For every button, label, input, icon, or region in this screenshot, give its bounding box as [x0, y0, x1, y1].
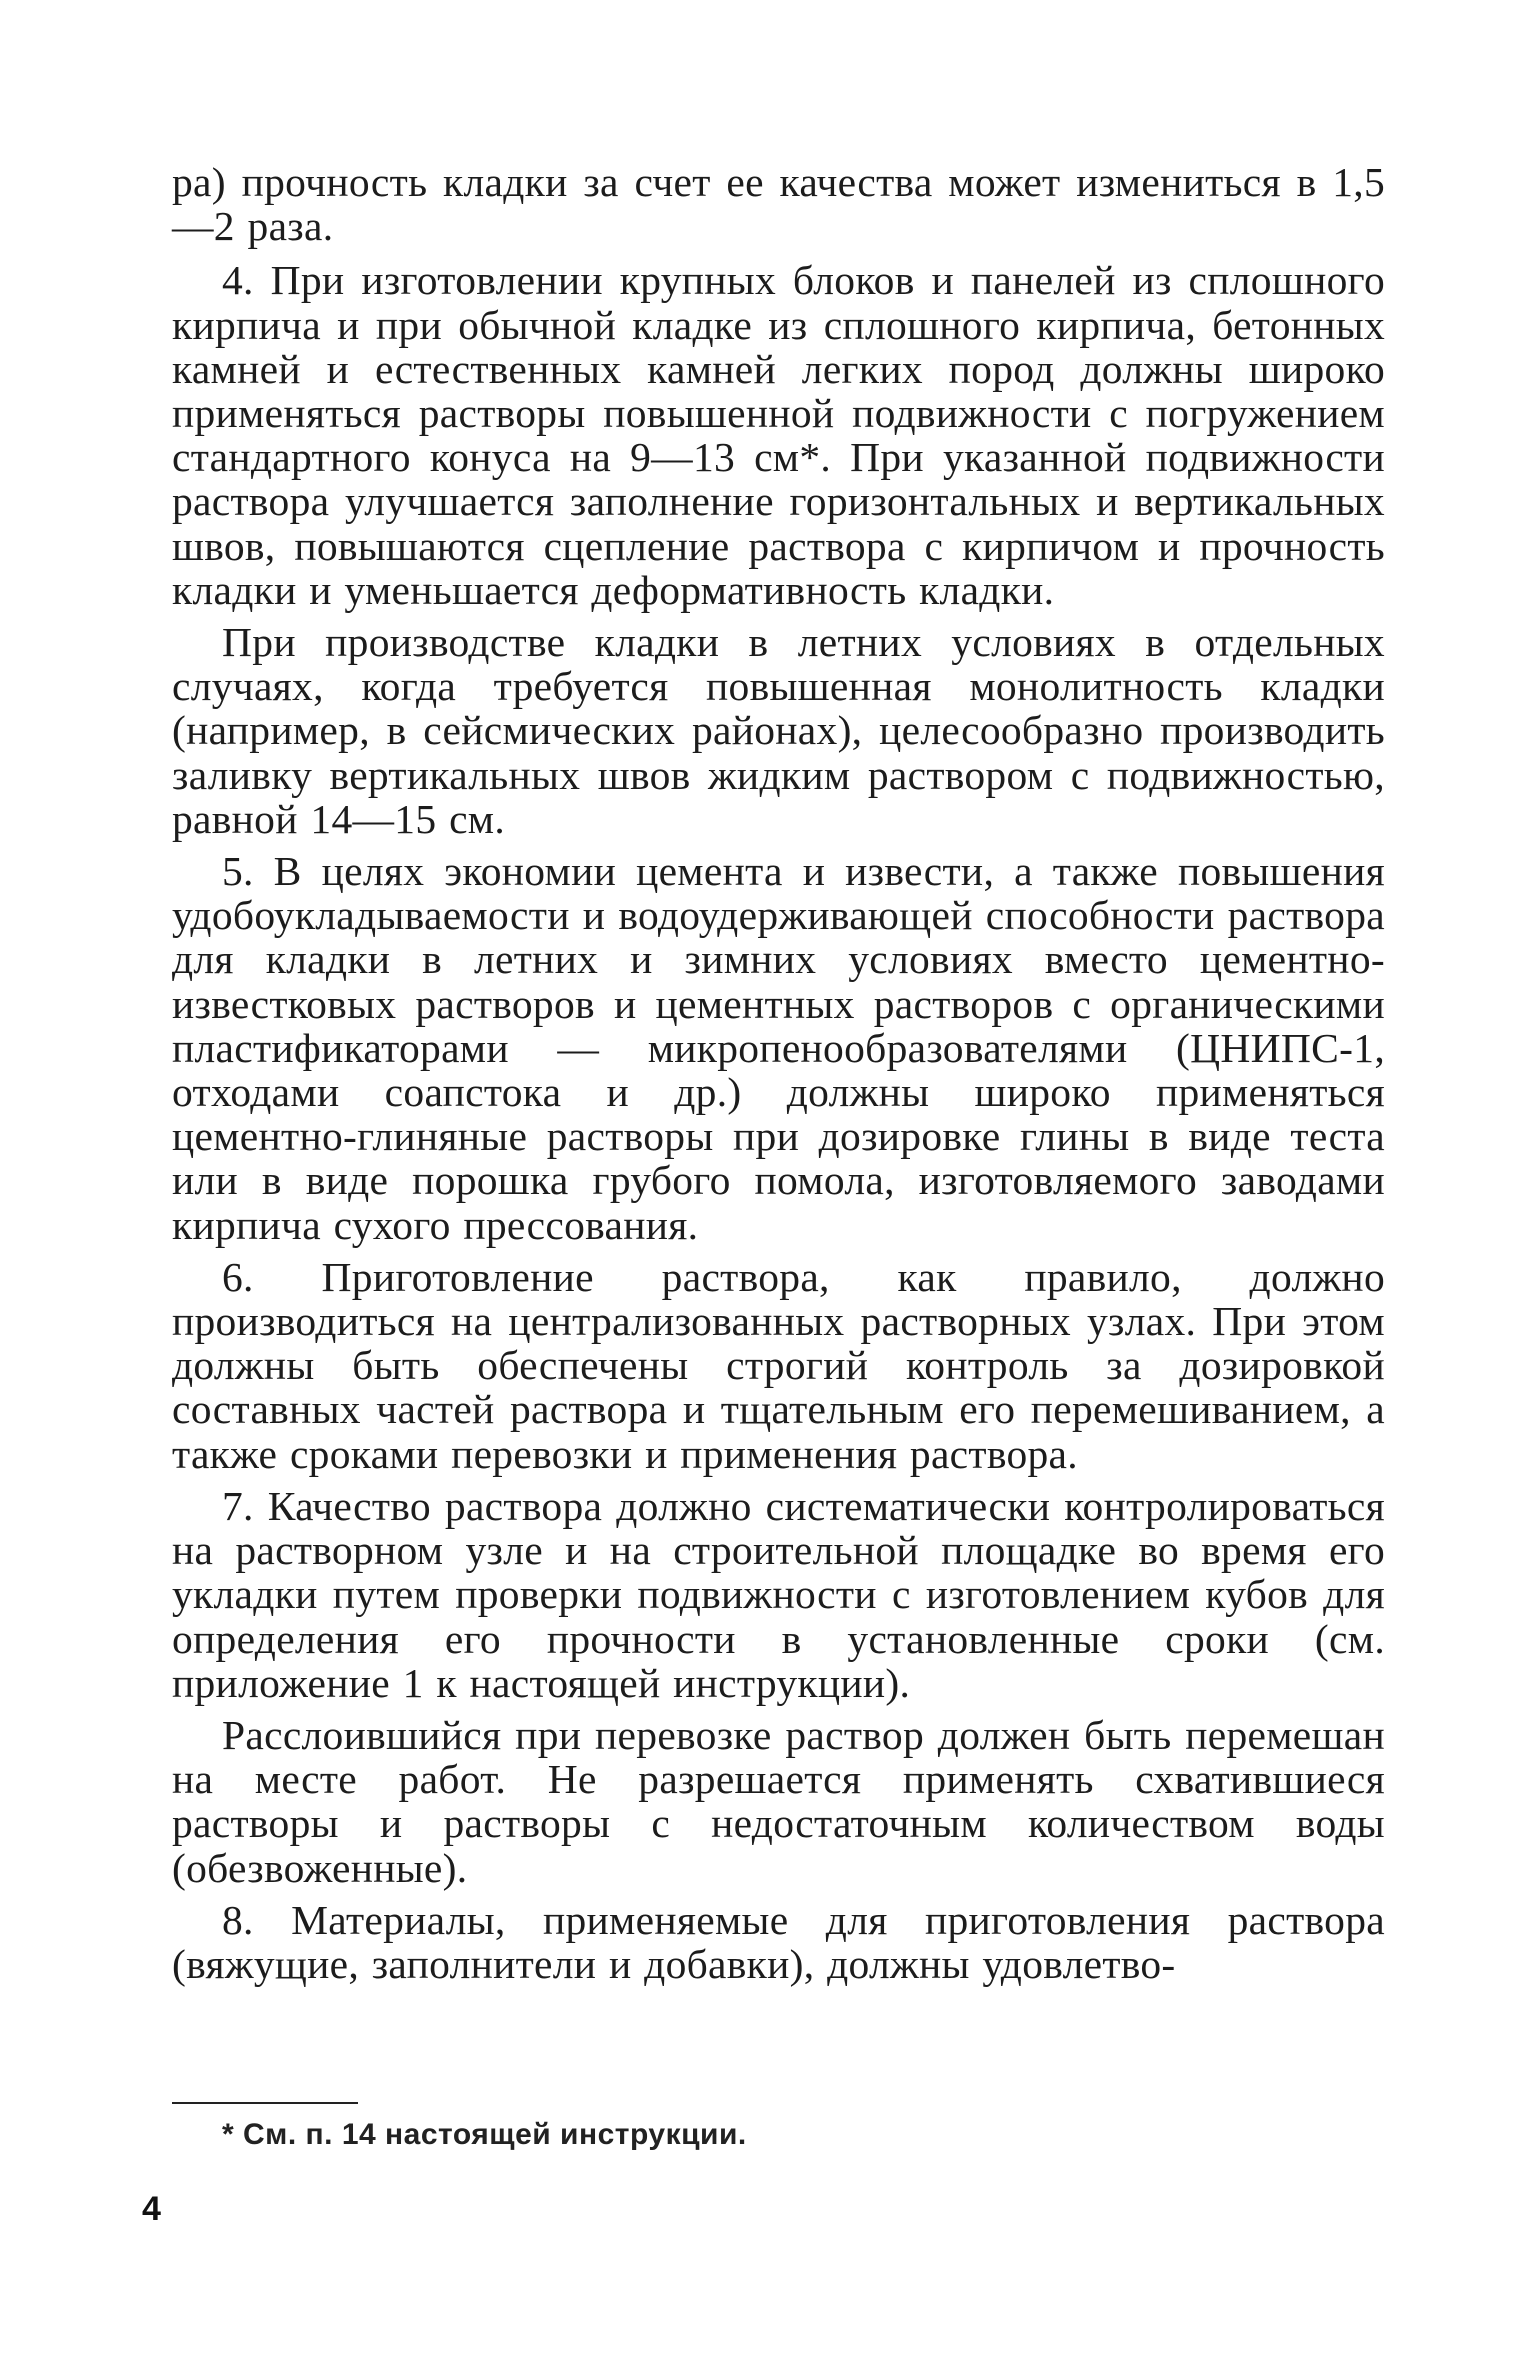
paragraph-item-5: 5. В целях экономии цемента и извести, а также повышения удобоукладываемости и водоудерживающей способности раствора для кладки в летних и зимних условиях вместо цементно-известковых растворов и цементных растворов с органическими пластификаторами — микропенообразователями (ЦНИПС-1, отходами соапстока и др.) должны широко применяться цементно-глиняные растворы при дозировке глины в виде теста или в виде порошка грубого помола, изготовляемого заводами кирпича сухого прессования. [172, 848, 1385, 1248]
paragraph-item-8: 8. Материалы, применяемые для приготовления раствора (вяжущие, заполнители и добавки), должны удовлетво- [172, 1896, 1385, 1987]
footnote-divider [172, 2102, 358, 2104]
paragraph-item-4: 4. При изготовлении крупных блоков и панелей из сплошного кирпича и при обычной кладке из сплошного кирпича, бетонных камней и естественных камней легких пород должны широко применяться растворы повышенной подвижности с погружением стандартного конуса на 9—13 см*. При указанной подвижности раствора улучшается заполнение горизонтальных и вертикальных швов, повышаются сцепление раствора с кирпичом и прочность кладки и уменьшается деформативность кладки. [172, 257, 1385, 613]
page-number: 4 [142, 2190, 161, 2228]
paragraph-summer-masonry: При производстве кладки в летних условиях в отдельных случаях, когда требуется повышенная монолитность кладки (например, в сейсмических районах), целесообразно производить заливку вертикальных швов жидким раствором с подвижностью, равной 14—15 см. [172, 619, 1385, 842]
paragraph-continuation: ра) прочность кладки за счет ее качества может измениться в 1,5—2 раза. [172, 159, 1385, 250]
paragraph-stratified-mortar: Расслоившийся при перевозке раствор должен быть перемешан на месте работ. Не разрешается применять схватившиеся растворы и растворы с недостаточным количеством воды (обезвоженные). [172, 1711, 1385, 1891]
paragraph-item-6: 6. Приготовление раствора, как правило, должно производиться на централизованных растворных узлах. При этом должны быть обеспечены строгий контроль за дозировкой составных частей раствора и тщательным его перемешиванием, а также сроками перевозки и применения раствора. [172, 1253, 1385, 1477]
footnote: * См. п. 14 настоящей инструкции. [222, 2118, 747, 2151]
body-text [172, 160, 1385, 1994]
paragraph-item-7: 7. Качество раствора должно систематически контролироваться на растворном узле и на строительной площадке во время его укладки путем проверки подвижности с изготовлением кубов для определения его прочности в установленные сроки (см. приложение 1 к настоящей инструкции). [172, 1482, 1385, 1706]
